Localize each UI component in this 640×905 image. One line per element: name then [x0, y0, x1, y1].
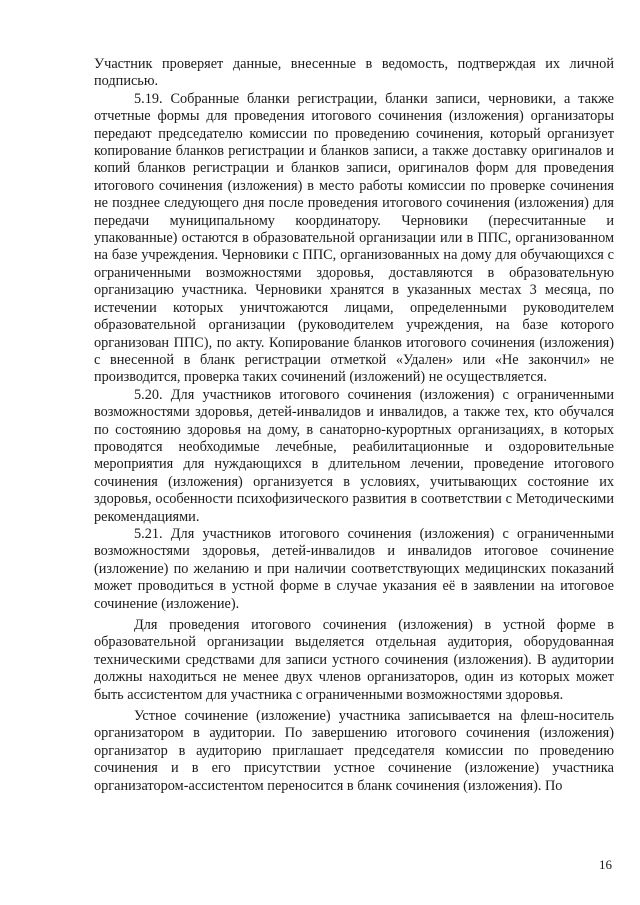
- page-number: 16: [599, 857, 612, 872]
- paragraph-oral-recording: Устное сочинение (изложение) участника записывается на флеш-носитель организатором в аудитории. По завершению итогового сочинения (изложения) организатор в аудиторию приглашает председателя комиссии по проведению сочинения и в его присутствии устное сочинение (изложение) участника организатором-ассистентом переносится в бланк сочинения (изложения). По: [94, 708, 614, 794]
- document-body: [94, 56, 614, 795]
- paragraph-continuation: Участник проверяет данные, внесенные в ведомость, подтверждая их личной подписью.: [94, 56, 614, 90]
- paragraph-5-20: 5.20. Для участников итогового сочинения (изложения) с ограниченными возможностями здоровья, детей-инвалидов и инвалидов, а также тех, кто обучался по состоянию здоровья на дому, в санаторно-курортных организациях, в которых проводятся необходимые лечебные, реабилитационные и оздоровительные мероприятия для нуждающихся в длительном лечении, проведение итогового сочинения (изложения) организуется в условиях, учитывающих состояние их здоровья, особенности психофизического развития в соответствии с Методическими рекомендациями.: [94, 386, 614, 525]
- paragraph-oral-form-room: Для проведения итогового сочинения (изложения) в устной форме в образовательной организации выделяется отдельная аудитория, оборудованная техническими средствами для записи устного сочинения (изложения). В аудитории должны находиться не менее двух членов организаторов, один из которых может быть ассистентом для участника с ограниченными возможностями здоровья.: [94, 617, 614, 703]
- paragraph-5-21: 5.21. Для участников итогового сочинения (изложения) с ограниченными возможностями здоровья, детей-инвалидов и инвалидов итоговое сочинение (изложение) по желанию и при наличии соответствующих медицинских показаний может проводиться в устной форме в случае указания её в заявлении на итоговое сочинение (изложение).: [94, 525, 614, 612]
- paragraph-5-19: 5.19. Собранные бланки регистрации, бланки записи, черновики, а также отчетные формы для проведения итогового сочинения (изложения) организаторы передают председателю комиссии по проведению сочинения, который организует копирование бланков регистрации и бланков записи, а также доставку оригиналов и копий бланков регистрации и бланков записи, оригиналов форм для проведения итогового сочинения (изложения) в место работы комиссии по проверке сочинения не позднее следующего дня после проведения итогового сочинения (изложения) для передачи муниципальному координатору. Черновики (пересчитанные и упакованные) остаются в образовательной организации или в ППС, организованном на базе учреждения. Черновики с ППС, организованных на дому для обучающихся с ограниченными возможностями здоровья, доставляются в образовательную организацию участника. Черновики хранятся в указанных местах 3 месяца, по истечении которых уничтожаются лицами, определенными руководителем образовательной организации (руководителем учреждения, на базе которого организован ППС), по акту. Копирование бланков итогового сочинения (изложения) с внесенной в бланк регистрации отметкой «Удален» или «Не закончил» не производится, проверка таких сочинений (изложений) не осуществляется.: [94, 90, 614, 386]
